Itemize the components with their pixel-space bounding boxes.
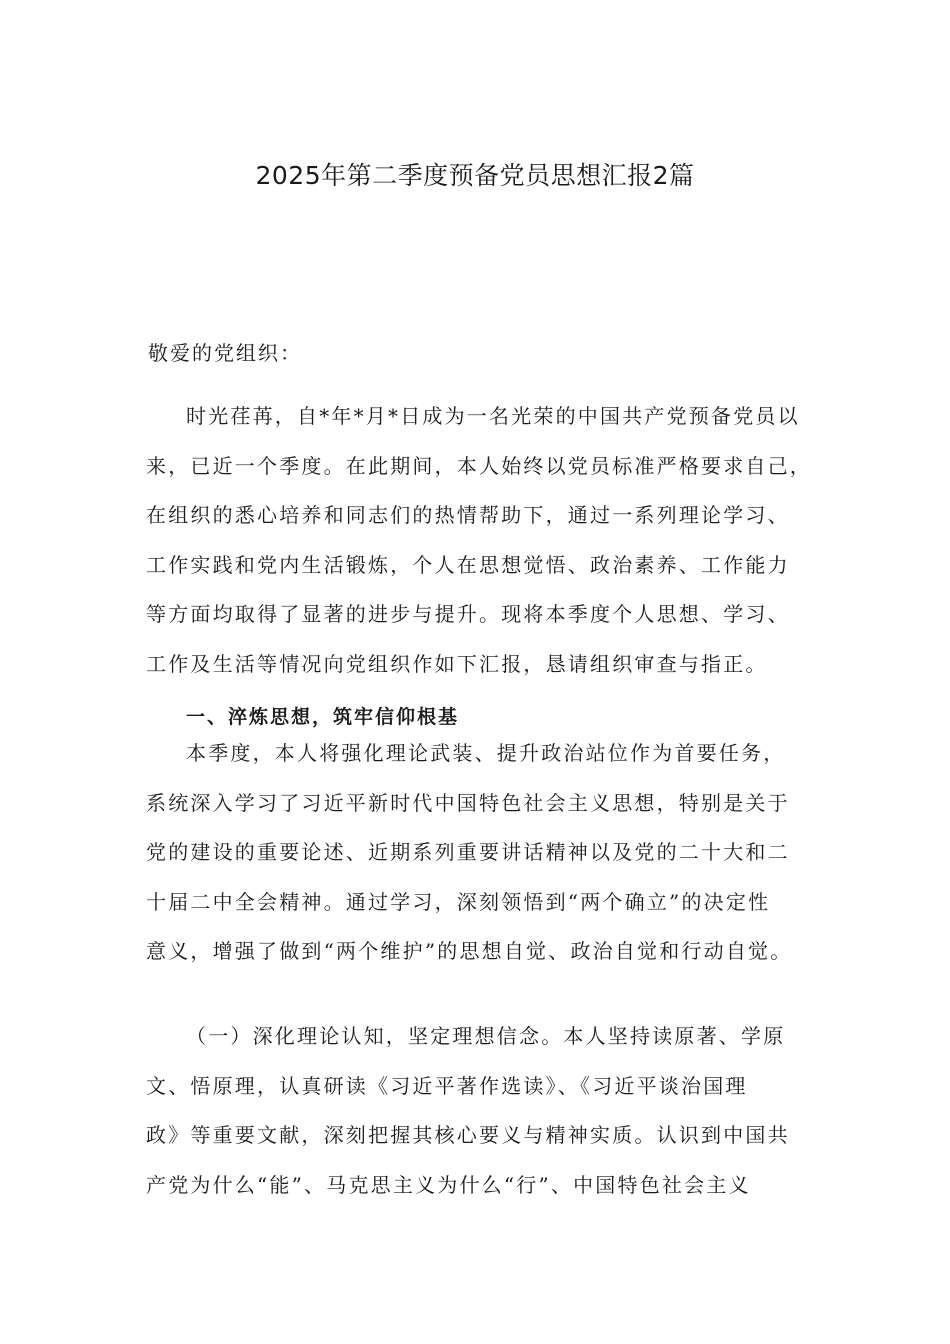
paragraph-intro — [146, 392, 812, 689]
paragraph-line: 文、悟原理，认真研读《习近平著作选读》、《习近平谈治国理 — [146, 1073, 748, 1098]
paragraph-line: （一）深化理论认知，坚定理想信念。本人坚持读原著、学原 — [186, 1024, 786, 1048]
paragraph-line: 意义，增强了做到“两个维护”的思想自觉、政治自觉和行动自觉。 — [146, 939, 793, 963]
paragraph-subsection1 — [146, 1012, 806, 1210]
paragraph-line: 工作及生活等情况向党组织作如下汇报，恳请组织审查与指正。 — [146, 651, 768, 676]
paragraph-line: 来，已近一个季度。在此期间，本人始终以党员标准严格要求自己， — [146, 453, 812, 478]
paragraph-section1 — [146, 729, 806, 977]
section-heading: 一、淬炼思想，筑牢信仰根基 — [186, 706, 460, 728]
paragraph-line: 工作实践和党内生活锻炼，个人在思想觉悟、政治素养、工作能力 — [146, 552, 790, 577]
paragraph-line: 政》等重要文献，深刻把握其核心要义与精神实质。认识到中国共 — [146, 1123, 790, 1147]
paragraph-line: 时光荏苒，自*年*月*日成为一名光荣的中国共产党预备党员以 — [186, 404, 800, 428]
paragraph-line: 在组织的悉心培养和同志们的热情帮助下，通过一系列理论学习、 — [146, 503, 790, 527]
paragraph-line: 系统深入学习了习近平新时代中国特色社会主义思想，特别是关于 — [146, 790, 790, 815]
paragraph-line: 十届二中全会精神。通过学习，深刻领悟到“两个确立”的决定性 — [146, 889, 771, 914]
paragraph-line: 产党为什么“能”、马克思主义为什么“行”、中国特色社会主义 — [146, 1172, 751, 1197]
salutation: 敬爱的党组织： — [148, 341, 302, 365]
paragraph-line: 党的建设的重要论述、近期系列重要讲话精神以及党的二十大和二 — [146, 840, 790, 864]
paragraph-line: 本季度，本人将强化理论武装、提升政治站位作为首要任务， — [186, 741, 786, 765]
document-title: 2025年第二季度预备党员思想汇报2篇 — [255, 161, 695, 190]
paragraph-line: 等方面均取得了显著的进步与提升。现将本季度个人思想、学习、 — [146, 602, 790, 626]
